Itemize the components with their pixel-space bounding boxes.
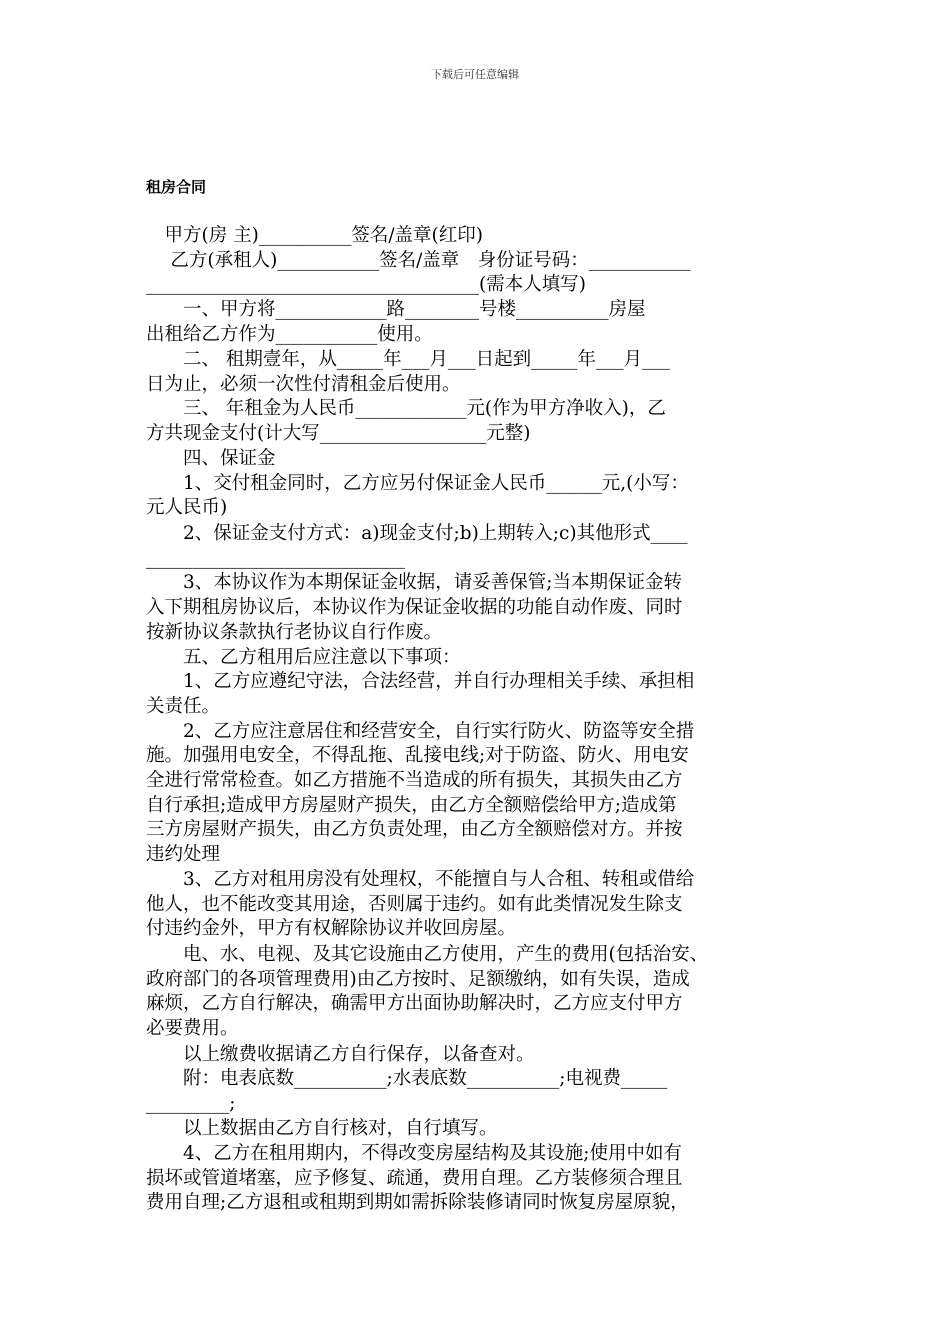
contract-line: 入下期租房协议后，本协议作为保证金收据的功能自动作废、同时 <box>146 597 683 619</box>
contract-line: 乙方(承租人)___________签名/盖章 身份证号码：___________ <box>146 249 691 271</box>
contract-line: 按新协议条款执行老协议自行作废。 <box>146 621 443 643</box>
contract-line: 以上缴费收据请乙方自行保存，以备查对。 <box>146 1043 535 1065</box>
contract-line: _________; <box>146 1092 236 1114</box>
contract-line: 4、乙方在租用期内，不得改变房屋结构及其设施;使用中如有 <box>146 1143 683 1164</box>
contract-line: 费用自理;乙方退租或租期到期如需拆除装修请同时恢复房屋原貌， <box>146 1192 689 1214</box>
contract-line: 三、 年租金为人民币____________元(作为甲方净收入)，乙 <box>146 398 666 420</box>
contract-line: 四、保证金 <box>146 447 276 469</box>
contract-line: ____________________________ <box>146 547 405 569</box>
contract-line: 自行承担;造成甲方房屋财产损失，由乙方全额赔偿给甲方;造成第 <box>146 794 677 816</box>
contract-line: 附：电表底数__________;水表底数__________;电视费_____ <box>146 1068 668 1090</box>
contract-line: 1、乙方应遵纪守法，合法经营，并自行办理相关手续、承担相 <box>146 671 695 693</box>
contract-line: 违约处理 <box>146 844 221 866</box>
contract-line: 2、乙方应注意居住和经营安全，自行实行防火、防盗等安全措 <box>146 720 695 742</box>
contract-line: 1、交付租金同时，乙方应另付保证金人民币______元,(小写： <box>146 472 689 494</box>
contract-line: 五、乙方租用后应注意以下事项： <box>146 646 461 668</box>
contract-line: 以上数据由乙方自行核对，自行填写。 <box>146 1118 498 1139</box>
contract-line: 二、 租期壹年，从_____年___月___日起到_____年___月___ <box>146 349 670 370</box>
contract-line: 元人民币) <box>146 497 228 519</box>
contract-line: 出租给乙方作为___________使用。 <box>146 323 433 345</box>
contract-line: 3、乙方对租用房没有处理权，不能擅自与人合租、转租或借给 <box>146 869 695 890</box>
contract-line: 全进行常常检查。如乙方措施不当造成的所有损失，其损失由乙方 <box>146 770 683 791</box>
contract-line: 政府部门的各项管理费用)由乙方按时、足额缴纳，如有失误，造成 <box>146 968 690 990</box>
contract-line: 一、甲方将____________路________号楼__________房屋 <box>146 299 646 321</box>
contract-line: ____________________________________(需本人填写) <box>146 274 586 296</box>
contract-line: 方共现金支付(计大写__________________元整) <box>146 423 531 445</box>
contract-line: 必要费用。 <box>146 1018 239 1040</box>
contract-line: 3、本协议作为本期保证金收据，请妥善保管;当本期保证金转 <box>146 572 683 594</box>
contract-line: 电、水、电视、及其它设施由乙方使用，产生的费用(包括治安、 <box>146 944 709 965</box>
contract-line: 损坏或管道堵塞，应予修复、疏通，费用自理。乙方装修须合理且 <box>146 1167 683 1189</box>
contract-line: 日为止，必须一次性付清租金后使用。 <box>146 373 461 395</box>
document-title: 租房合同 <box>146 178 207 196</box>
contract-line: 2、保证金支付方式：a)现金支付;b)上期转入;c)其他形式____ <box>146 523 688 544</box>
contract-line: 甲方(房 主)__________签名/盖章(红印) <box>146 225 483 246</box>
contract-line: 关责任。 <box>146 695 221 717</box>
contract-line: 付违约金外，甲方有权解除协议并收回房屋。 <box>146 918 517 940</box>
contract-line: 施。加强用电安全，不得乱拖、乱接电线;对于防盗、防火、用电安 <box>146 745 689 767</box>
contract-line: 三方房屋财产损失，由乙方负责处理，由乙方全额赔偿对方。并按 <box>146 819 683 841</box>
contract-line: 麻烦，乙方自行解决，确需甲方出面协助解决时，乙方应支付甲方 <box>146 993 683 1015</box>
contract-line: 他人，也不能改变其用途，否则属于违约。如有此类情况发生除支 <box>146 893 683 915</box>
page-header-note: 下载后可任意编辑 <box>431 68 519 81</box>
